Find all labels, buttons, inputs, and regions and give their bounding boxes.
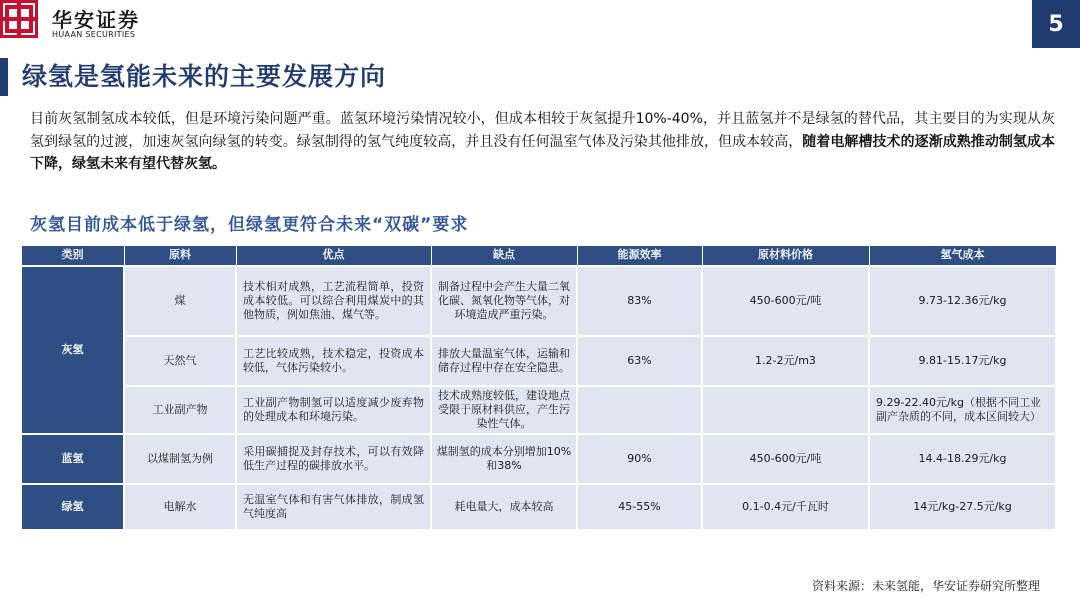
cell-pros: 无温室气体和有害气体排放，制成氢气纯度高 — [236, 484, 431, 530]
cell-pros: 采用碳捕捉及封存技术，可以有效降低生产过程的碳排放水平。 — [236, 434, 431, 484]
source-note: 资料来源：未来氢能，华安证券研究所整理 — [811, 579, 1040, 593]
header-category: 类别 — [21, 246, 124, 266]
cell-cons: 煤制氢的成本分别增加10%和38% — [431, 434, 577, 484]
cell-material: 工业副产物 — [124, 386, 236, 434]
brand-name-en: HUAAN SECURITIES — [52, 30, 136, 39]
table-header-row — [21, 246, 1056, 266]
intro-text: 目前灰氢制氢成本较低，但是环境污染问题严重。蓝氢环境污染情况较小，但成本相较于灰氢提升10%-40%，并且蓝氢并不是绿氢的替代品，其主要目的为实现从灰氢到绿氢的过渡，加速灰氢向绿氢的转变。绿氢制得的氢气纯度较高，并且没有任何温室气体及污染其他排放，但成本较高， — [30, 111, 1055, 150]
cell-cons: 耗电量大，成本较高 — [431, 484, 577, 530]
cell-efficiency: 63% — [577, 336, 702, 386]
table-row — [21, 484, 1056, 530]
header-material: 原料 — [124, 246, 236, 266]
page-number: 5 — [1032, 0, 1080, 48]
intro-emphasis: 随着电解槽技术的逐渐成熟推动制氢成本下降，绿氢未来有望代替灰氢。 — [30, 133, 1056, 172]
cell-material: 以煤制氢为例 — [124, 434, 236, 484]
hydrogen-comparison-table — [20, 245, 1057, 531]
cell-price — [702, 386, 869, 434]
header-efficiency: 能源效率 — [577, 246, 702, 266]
cell-cost: 9.29-22.40元/kg（根据不同工业副产杂质的不同，成本区间较大） — [869, 386, 1056, 434]
header-cost: 氢气成本 — [869, 246, 1056, 266]
category-gray: 灰氢 — [21, 266, 124, 434]
cell-cost: 14元/kg-27.5元/kg — [869, 484, 1056, 530]
table-row — [21, 386, 1056, 434]
intro-paragraph — [30, 108, 1055, 176]
cell-price: 1.2-2元/m3 — [702, 336, 869, 386]
cell-material: 天然气 — [124, 336, 236, 386]
cell-price: 450-600元/吨 — [702, 266, 869, 336]
cell-price: 450-600元/吨 — [702, 434, 869, 484]
category-blue: 蓝氢 — [21, 434, 124, 484]
cell-efficiency: 45-55% — [577, 484, 702, 530]
cell-pros: 工艺比较成熟，技术稳定，投资成本较低，气体污染较小。 — [236, 336, 431, 386]
cell-price: 0.1-0.4元/千瓦时 — [702, 484, 869, 530]
cell-cost: 9.81-15.17元/kg — [869, 336, 1056, 386]
cell-material: 电解水 — [124, 484, 236, 530]
category-green: 绿氢 — [21, 484, 124, 530]
huaan-logo-icon — [0, 0, 38, 38]
page-title: 绿氢是氢能未来的主要发展方向 — [22, 62, 387, 91]
cell-efficiency: 90% — [577, 434, 702, 484]
header-pros: 优点 — [236, 246, 431, 266]
table-row — [21, 336, 1056, 386]
cell-pros: 技术相对成熟，工艺流程简单，投资成本较低。可以综合利用煤炭中的其他物质，例如焦油、煤气等。 — [236, 266, 431, 336]
table-title: 灰氢目前成本低于绿氢，但绿氢更符合未来“双碳”要求 — [30, 215, 469, 235]
cell-cons: 技术成熟度较低，建设地点受限于原材料供应，产生污染性气体。 — [431, 386, 577, 434]
cell-cons: 制备过程中会产生大量二氧化碳、氮氧化物等气体，对环境造成严重污染。 — [431, 266, 577, 336]
table-row — [21, 266, 1056, 336]
cell-pros: 工业副产物制氢可以适度减少废弃物的处理成本和环境污染。 — [236, 386, 431, 434]
title-accent-bar — [0, 58, 8, 96]
cell-efficiency: 83% — [577, 266, 702, 336]
cell-cons: 排放大量温室气体，运输和储存过程中存在安全隐患。 — [431, 336, 577, 386]
cell-cost: 14.4-18.29元/kg — [869, 434, 1056, 484]
cell-material: 煤 — [124, 266, 236, 336]
header-cons: 缺点 — [431, 246, 577, 266]
cell-cost: 9.73-12.36元/kg — [869, 266, 1056, 336]
header-price: 原材料价格 — [702, 246, 869, 266]
cell-efficiency — [577, 386, 702, 434]
brand-name-cn: 华安证券 — [52, 8, 140, 32]
table-row — [21, 434, 1056, 484]
